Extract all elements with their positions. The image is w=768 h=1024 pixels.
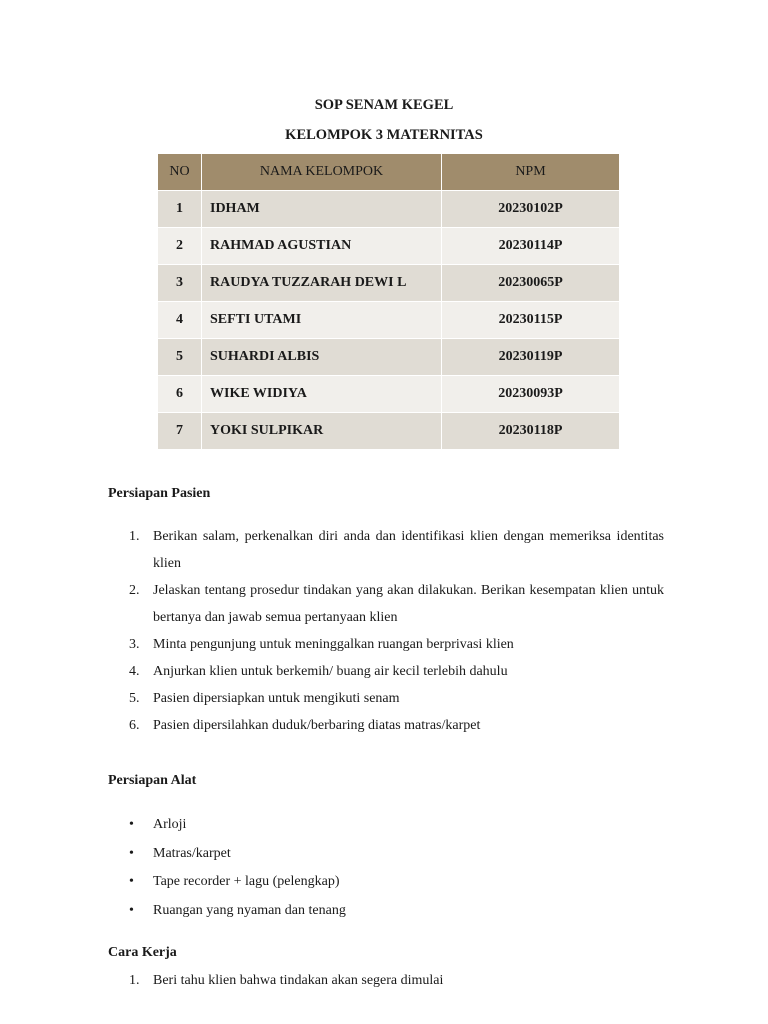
cell-npm: 20230093P xyxy=(442,376,620,413)
list-number: 4. xyxy=(129,664,140,679)
bullet-icon: • xyxy=(129,845,134,861)
cell-no: 2 xyxy=(158,228,202,265)
header-no: NO xyxy=(158,154,202,191)
list-item xyxy=(108,868,664,897)
document-subtitle: KELOMPOK 3 MATERNITAS xyxy=(285,127,483,143)
list-item xyxy=(108,523,664,577)
list-number: 3. xyxy=(129,637,140,652)
list-number: 5. xyxy=(129,691,140,706)
bullet-icon: • xyxy=(129,874,134,889)
list-item-text: Pasien dipersiapkan untuk mengikuti senam xyxy=(153,691,400,706)
heading-persiapan-pasien: Persiapan Pasien xyxy=(108,486,211,501)
table-row xyxy=(158,413,620,450)
cell-npm: 20230115P xyxy=(442,302,620,339)
list-number: 1. xyxy=(129,529,140,544)
list-item-text: Pasien dipersilahkan duduk/berbaring diatas matras/karpet xyxy=(153,718,481,733)
list-item-text: Minta pengunjung untuk meninggalkan ruangan berprivasi klien xyxy=(153,637,514,652)
cell-no: 4 xyxy=(158,302,202,339)
list-item xyxy=(108,577,664,631)
cell-npm: 20230102P xyxy=(442,191,620,228)
cell-name: YOKI SULPIKAR xyxy=(202,413,442,450)
cell-no: 1 xyxy=(158,191,202,228)
table-row xyxy=(158,191,620,228)
table-row xyxy=(158,302,620,339)
list-item-text: Jelaskan tentang prosedur tindakan yang akan dilakukan. Berikan kesempatan klien untuk bertanya dan jawab semua pertanyaan klien xyxy=(153,583,664,625)
persiapan-pasien-list xyxy=(108,523,664,739)
list-item xyxy=(108,967,664,994)
list-item-text: Berikan salam, perkenalkan diri anda dan identifikasi klien dengan memeriksa identitas klien xyxy=(153,529,664,571)
cell-no: 6 xyxy=(158,376,202,413)
bullet-icon: • xyxy=(129,902,134,918)
list-item-text: Anjurkan klien untuk berkemih/ buang air kecil terlebih dahulu xyxy=(153,664,508,679)
list-item xyxy=(108,811,664,840)
cell-npm: 20230114P xyxy=(442,228,620,265)
cell-npm: 20230119P xyxy=(442,339,620,376)
list-number: 2. xyxy=(129,583,140,598)
header-npm: NPM xyxy=(442,154,620,191)
list-item xyxy=(108,631,664,658)
list-item-text: Arloji xyxy=(153,817,187,832)
persiapan-alat-list xyxy=(108,811,664,925)
cell-name: IDHAM xyxy=(202,191,442,228)
header-name: NAMA KELOMPOK xyxy=(202,154,442,191)
cell-name: RAUDYA TUZZARAH DEWI L xyxy=(202,265,442,302)
list-item xyxy=(108,685,664,712)
list-item xyxy=(108,897,664,926)
table-row xyxy=(158,265,620,302)
table-row xyxy=(158,228,620,265)
list-item-text: Ruangan yang nyaman dan tenang xyxy=(153,902,346,918)
list-item-text: Beri tahu klien bahwa tindakan akan segera dimulai xyxy=(153,973,444,988)
cell-name: WIKE WIDIYA xyxy=(202,376,442,413)
list-item xyxy=(108,712,664,739)
cell-no: 3 xyxy=(158,265,202,302)
list-number: 6. xyxy=(129,718,140,733)
cell-name: RAHMAD AGUSTIAN xyxy=(202,228,442,265)
cell-npm: 20230065P xyxy=(442,265,620,302)
table-row xyxy=(158,376,620,413)
cell-no: 5 xyxy=(158,339,202,376)
cell-name: SUHARDI ALBIS xyxy=(202,339,442,376)
cara-kerja-list xyxy=(108,967,664,994)
heading-cara-kerja: Cara Kerja xyxy=(108,945,177,960)
cell-npm: 20230118P xyxy=(442,413,620,450)
table-row xyxy=(158,339,620,376)
heading-persiapan-alat: Persiapan Alat xyxy=(108,773,197,788)
list-item xyxy=(108,658,664,685)
cell-name: SEFTI UTAMI xyxy=(202,302,442,339)
list-item-text: Tape recorder + lagu (pelengkap) xyxy=(153,874,340,889)
bullet-icon: • xyxy=(129,817,134,832)
list-item xyxy=(108,840,664,869)
list-number: 1. xyxy=(129,973,140,988)
members-table xyxy=(157,153,620,450)
list-item-text: Matras/karpet xyxy=(153,845,231,861)
cell-no: 7 xyxy=(158,413,202,450)
table-header-row xyxy=(158,154,620,191)
document-title: SOP SENAM KEGEL xyxy=(314,97,454,113)
